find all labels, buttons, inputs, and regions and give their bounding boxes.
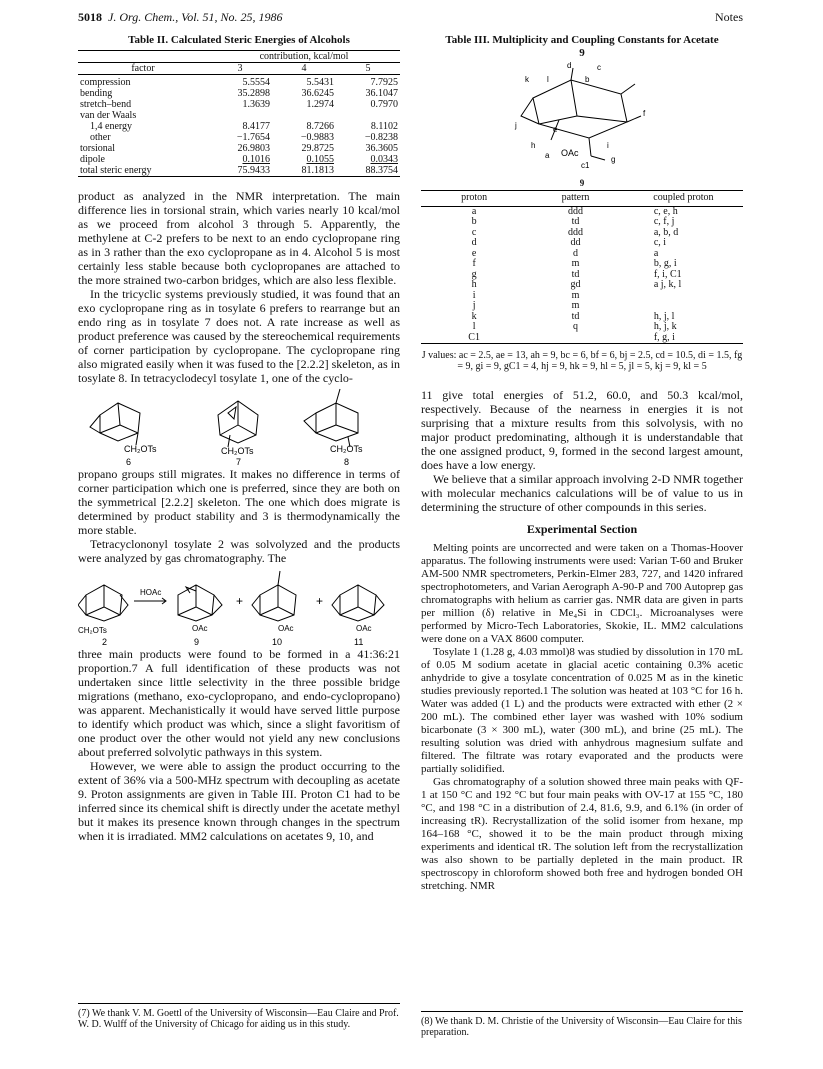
scheme1-label-8-group: CH₂OTs <box>330 444 363 454</box>
atom-label-a: a <box>545 151 550 160</box>
pattern-cell: d <box>573 247 579 259</box>
plus-sign: + <box>316 594 324 608</box>
col-header-coupled: coupled proton <box>624 191 743 207</box>
table-row <box>78 121 400 132</box>
table-row <box>78 154 400 165</box>
compound-number-9: 9 <box>194 637 200 647</box>
table-row <box>421 249 743 260</box>
proton-cell: a <box>471 205 477 217</box>
paragraph: three main products were found to be formed in a 41:36:21 proportion.7 A full identification of these products was not undertaken since little selectivity in the three possible bridge migrations (methano, exo-cyclopropano, and endo-cyclopropano) was apparent. Mechanistically it would have served little purpose to identify which product was which, since a slight favoritism of one product over the other would not yield any new conclusions about preferred solvolytic pathways in this system. <box>78 647 400 759</box>
compound-number-6: 6 <box>126 457 132 467</box>
atom-label-i: i <box>607 141 609 150</box>
proton-cell: d <box>471 237 477 248</box>
table-row <box>421 206 743 217</box>
value-cell: 8.7266 <box>306 121 334 132</box>
table-row <box>78 132 400 143</box>
table-row <box>421 259 743 270</box>
contribution-label: contribution, kcal/mol <box>208 51 400 63</box>
section-name: Notes <box>715 10 743 24</box>
col-header-proton: proton <box>421 191 527 207</box>
compound-number-8: 8 <box>344 457 350 467</box>
compound-number-2: 2 <box>102 637 108 647</box>
oac-label: OAc <box>561 148 579 158</box>
pattern-cell: m <box>571 300 580 311</box>
atom-label-b: b <box>585 75 590 84</box>
table2-caption: Table II. Calculated Steric Energies of Alcohols <box>128 34 350 46</box>
tosylate-structures-scheme <box>78 385 400 467</box>
value-cell: −0.8238 <box>364 132 398 143</box>
right-column <box>421 34 743 893</box>
table-row <box>421 291 743 302</box>
table-row <box>78 165 400 177</box>
factor-cell: van der Waals <box>80 110 137 121</box>
coupled-cell: h, j, l <box>653 310 675 322</box>
paragraph: Tetracyclononyl tosylate 2 was solvolyzed and the products were analyzed by gas chromatography. The <box>78 537 400 565</box>
factor-cell: dipole <box>80 154 105 165</box>
left-column <box>78 34 400 843</box>
value-cell: 1.3639 <box>242 99 270 110</box>
proton-cell: k <box>471 310 477 322</box>
compound-number-11: 11 <box>354 637 364 647</box>
scheme1-label-7-group: CH₂OTs <box>221 446 254 456</box>
proton-cell: g <box>471 268 477 280</box>
pattern-cell: m <box>571 289 580 301</box>
table3-caption-number: 9 <box>579 47 585 59</box>
table-row <box>78 110 400 121</box>
table3-body <box>421 206 743 344</box>
structure-number: 9 <box>579 178 585 188</box>
coupled-cell <box>624 301 743 312</box>
table-row <box>421 270 743 281</box>
atom-label-e: e <box>553 125 558 134</box>
scheme1-label-6-group: CH₂OTs <box>124 444 157 454</box>
product-11-oac: OAc <box>356 624 372 633</box>
product-9-oac: OAc <box>192 624 208 633</box>
footnote-8: (8) We thank D. M. Christie of the University of Wisconsin—Eau Claire for this preparation. <box>421 1011 743 1038</box>
col-factor-header: factor <box>78 63 208 75</box>
pattern-cell: dd <box>570 237 581 248</box>
j-values-note: J values: ac = 2.5, ae = 13, ah = 9, bc = 6, bf = 6, bj = 2.5, cd = 10.5, di = 1.5, fg = 9, gi = 9, gC1 = 4, hj = 9, hk = 9, hl = 5, jl = 5, kj = 9, kl = 5 <box>421 350 743 372</box>
acetate-9-structure <box>421 60 743 178</box>
col-header-3: 3 <box>208 63 272 75</box>
atom-label-d: d <box>567 61 572 70</box>
atom-label-c: c <box>597 63 601 72</box>
pattern-cell: q <box>573 321 579 332</box>
value-cell: 8.1102 <box>370 121 398 132</box>
col-header-5: 5 <box>336 63 400 75</box>
value-cell: 26.9803 <box>237 143 270 154</box>
proton-cell: f <box>472 258 476 269</box>
factor-cell: other <box>90 132 111 143</box>
factor-cell: torsional <box>80 143 115 154</box>
value-cell: 7.7925 <box>370 77 398 88</box>
atom-label-h: h <box>531 141 536 150</box>
pattern-cell: td <box>571 216 580 227</box>
value-cell: 5.5431 <box>306 77 334 88</box>
col-header-4: 4 <box>272 63 336 75</box>
factor-cell: total steric energy <box>80 165 152 176</box>
paragraph: Melting points are uncorrected and were taken on a Thomas-Hoover apparatus. The following instruments were used: Varian T-60 and Bruker AM-500 NMR spectrometers, Perkin-Elmer 283, 727, and 1420 infrared spectrophotometers, and Varian Aerograph A-90-P and 700 Autoprep gas chromatographs with helium as carrier gas. NMR data are given in parts per million (δ) relative in Me₄Si in CDCl₃. Microanalyses were performed by Micro-Tech Laboratories, Skokie, IL. MM2 calculations were done on a VAX 8600 computer. <box>421 542 743 645</box>
section-heading: Experimental Section <box>526 522 638 536</box>
coupled-cell: c, i <box>653 237 667 248</box>
proton-cell: h <box>471 279 477 290</box>
table-row <box>78 99 400 110</box>
value-cell: 29.8725 <box>301 143 334 154</box>
paragraph: We believe that a similar approach involving 2-D NMR together with molecular mechanics calculations will be of value to us in determining the structure of other compounds in this series. <box>421 472 743 514</box>
coupled-cell: a, b, d <box>653 226 679 238</box>
paragraph: Tosylate 1 (1.28 g, 4.03 mmol)8 was studied by dissolution in 170 mL of 0.05 M sodium acetate in glacial acetic containing 0.3% acetic anhydride to give a tosylate concentration of 0.025 M as in the kinetic studies previously reported.1 The solution was heated at 103 °C for 16 h. Water was added (1 L) and the products were extracted with ether (2 × 200 mL). The combined ether layer was washed with 10% sodium bicarbonate (3 × 300 mL), water (300 mL), and brine (25 mL). The resulting solution was dried with anhydrous magnesium sulfate and filtered. The filtrate was rotary evaporated and the products were partially solidified. <box>421 646 743 775</box>
product-10-oac: OAc <box>278 624 294 633</box>
value-cell: 35.2898 <box>237 88 270 99</box>
value-cell: 36.6245 <box>301 88 334 99</box>
factor-cell: bending <box>80 88 113 99</box>
header-left <box>78 10 283 25</box>
table-row <box>421 333 743 344</box>
proton-cell: b <box>471 216 477 227</box>
value-cell: 75.9433 <box>237 165 270 176</box>
value-cell: 0.0343 <box>370 154 398 165</box>
proton-cell: j <box>472 300 476 311</box>
value-cell: 1.2974 <box>306 99 334 110</box>
pattern-cell: td <box>571 310 580 322</box>
value-cell: 0.1016 <box>242 154 270 165</box>
paragraph: 11 give total energies of 51.2, 60.0, and 50.3 kcal/mol, respectively. Because of the nearness in energies it is not surprising that a mixture results from this solvolysis, with no major product predominating, although it is understandable that the one assigned product, 9, formed in the second largest amount, does have a low energy. <box>421 388 743 472</box>
proton-cell: c <box>471 226 477 238</box>
col-header-pattern: pattern <box>527 191 624 207</box>
pattern-cell <box>527 333 624 344</box>
proton-cell: l <box>472 321 476 332</box>
coupled-cell: a <box>653 247 659 259</box>
table-row <box>78 88 400 99</box>
table3 <box>421 190 743 344</box>
value-cell: −1.7654 <box>236 132 270 143</box>
running-header <box>78 10 743 26</box>
start-group-label: CH₂OTs <box>78 626 107 635</box>
reagent-label: HOAc <box>140 588 162 597</box>
coupled-cell: c, e, h <box>653 205 678 217</box>
value-cell: 8.4177 <box>242 121 270 132</box>
table-row <box>421 228 743 239</box>
pattern-cell: m <box>571 258 580 269</box>
proton-cell: i <box>472 289 476 301</box>
factor-cell: 1,4 energy <box>90 121 133 132</box>
table3-caption-line: Table III. Multiplicity and Coupling Constants for Acetate <box>445 34 719 46</box>
table-row <box>421 280 743 291</box>
proton-cell: e <box>471 247 477 259</box>
factor-cell: compression <box>80 77 131 88</box>
paragraph: product as analyzed in the NMR interpretation. The main difference lies in torsional strain, which varies nearly 10 kcal/mol as we proceed from alcohol 3 through 5. Apparently, the methylene at C-2 prefers to be next to an endo cyclopropane ring as in 3 rather than the exo cyclopropane as in 4. Alcohol 5 is most certainly less stable because both cyclopropanes are attached to the more strained two-carbon bridges, which are also less flexible. <box>78 189 400 287</box>
table-row <box>78 143 400 154</box>
table-row <box>421 217 743 228</box>
pattern-cell: ddd <box>568 205 584 217</box>
atom-label-f: f <box>643 109 646 118</box>
page-number: 5018 <box>78 10 102 24</box>
value-cell: −0.9883 <box>300 132 334 143</box>
table-row <box>421 312 743 323</box>
value-cell: 0.7970 <box>370 99 398 110</box>
coupled-cell: c, f, j <box>653 216 675 227</box>
footnote-7: (7) We thank V. M. Goettl of the University of Wisconsin—Eau Claire and Prof. W. D. Wulff of the University of Chicago for aiding us in this study. <box>78 1003 400 1030</box>
pattern-cell: ddd <box>568 226 584 238</box>
proton-cell: C1 <box>468 331 480 343</box>
pattern-cell: gd <box>570 279 581 290</box>
paragraph: However, we were able to assign the product occurring to the extent of 36% via a 500-MHz spectrum with decoupling as acetate 9. Proton assignments are given in Table III. Proton C1 had to be inferred since its chemical shift is directly under the acetate methyl but it makes its presence known through changes in the spectrum when it is irradiated. MM2 calculations on acetates 9, 10, and <box>78 759 400 843</box>
value-cell: 5.5554 <box>242 77 270 88</box>
atom-label-j: j <box>515 121 517 130</box>
atom-label-g: g <box>611 155 616 164</box>
coupled-cell <box>624 291 743 302</box>
table-row <box>421 301 743 312</box>
paragraph: Gas chromatography of a solution showed three main peaks with QF-1 at 150 °C and 192 °C but four main peaks with OV-17 at 155 °C, 180 °C, and 198 °C in a distribution of 2.4, 81.6, 9.9, and 6.1% (in order of increasing tR). Recrystallization of the solid isomer from hexane, mp 164–168 °C, showed it to be the main product through mixing experiments and identical tR. The solution left from the recrystallization was also shown to be partially depleted in the main product. IR spectroscopy in chloroform showed both free and hydrogen bonded OH stretching. NMR <box>421 776 743 892</box>
coupled-cell: f, g, i <box>653 331 675 343</box>
coupled-cell: h, j, k <box>653 321 677 332</box>
table3-caption <box>421 34 743 60</box>
compound-number-7: 7 <box>236 457 242 467</box>
journal-citation: J. Org. Chem., Vol. 51, No. 25, 1986 <box>108 10 283 24</box>
value-cell: 0.1055 <box>306 154 334 165</box>
table-row <box>421 238 743 249</box>
plus-sign: + <box>236 594 244 608</box>
table-row <box>78 75 400 89</box>
paragraph: In the tricyclic systems previously studied, it was found that an exo cyclopropane ring as in tosylate 6 prefers to rearrange but an endo ring as in tosylate 7 does not. A rate increase as well as product preference was caused by the stereochemical requirements of corner participation by cyclopropane. The cyclopropane ring also migrated easily when it was fused to the [2.2.2] skeleton, as in tosylate 8. In tetracyclodecyl tosylate 1, one of the cyclo- <box>78 287 400 385</box>
atom-label-c1: c1 <box>581 161 590 170</box>
table-row <box>421 322 743 333</box>
value-cell: 88.3754 <box>365 165 398 176</box>
paragraph: propano groups still migrates. It makes no difference in terms of corner participation which one is preferred, since they are both on the symmetrical [2.2.2] skeleton. The one which does migrate is determined by product stability and 3 is thermodynamically the more stable. <box>78 467 400 537</box>
coupled-cell: f, i, C1 <box>653 268 682 280</box>
coupled-cell: a j, k, l <box>653 279 682 290</box>
value-cell: 36.1047 <box>365 88 398 99</box>
compound-number-10: 10 <box>272 637 283 647</box>
value-cell: 81.1813 <box>301 165 334 176</box>
atom-label-l: l <box>547 75 549 84</box>
table2 <box>78 50 400 177</box>
coupled-cell: b, g, i <box>653 258 677 269</box>
solvolysis-scheme <box>78 565 400 647</box>
pattern-cell: td <box>571 268 580 280</box>
factor-cell: stretch–bend <box>80 99 132 110</box>
atom-label-k: k <box>525 75 529 84</box>
value-cell: 36.3605 <box>365 143 398 154</box>
